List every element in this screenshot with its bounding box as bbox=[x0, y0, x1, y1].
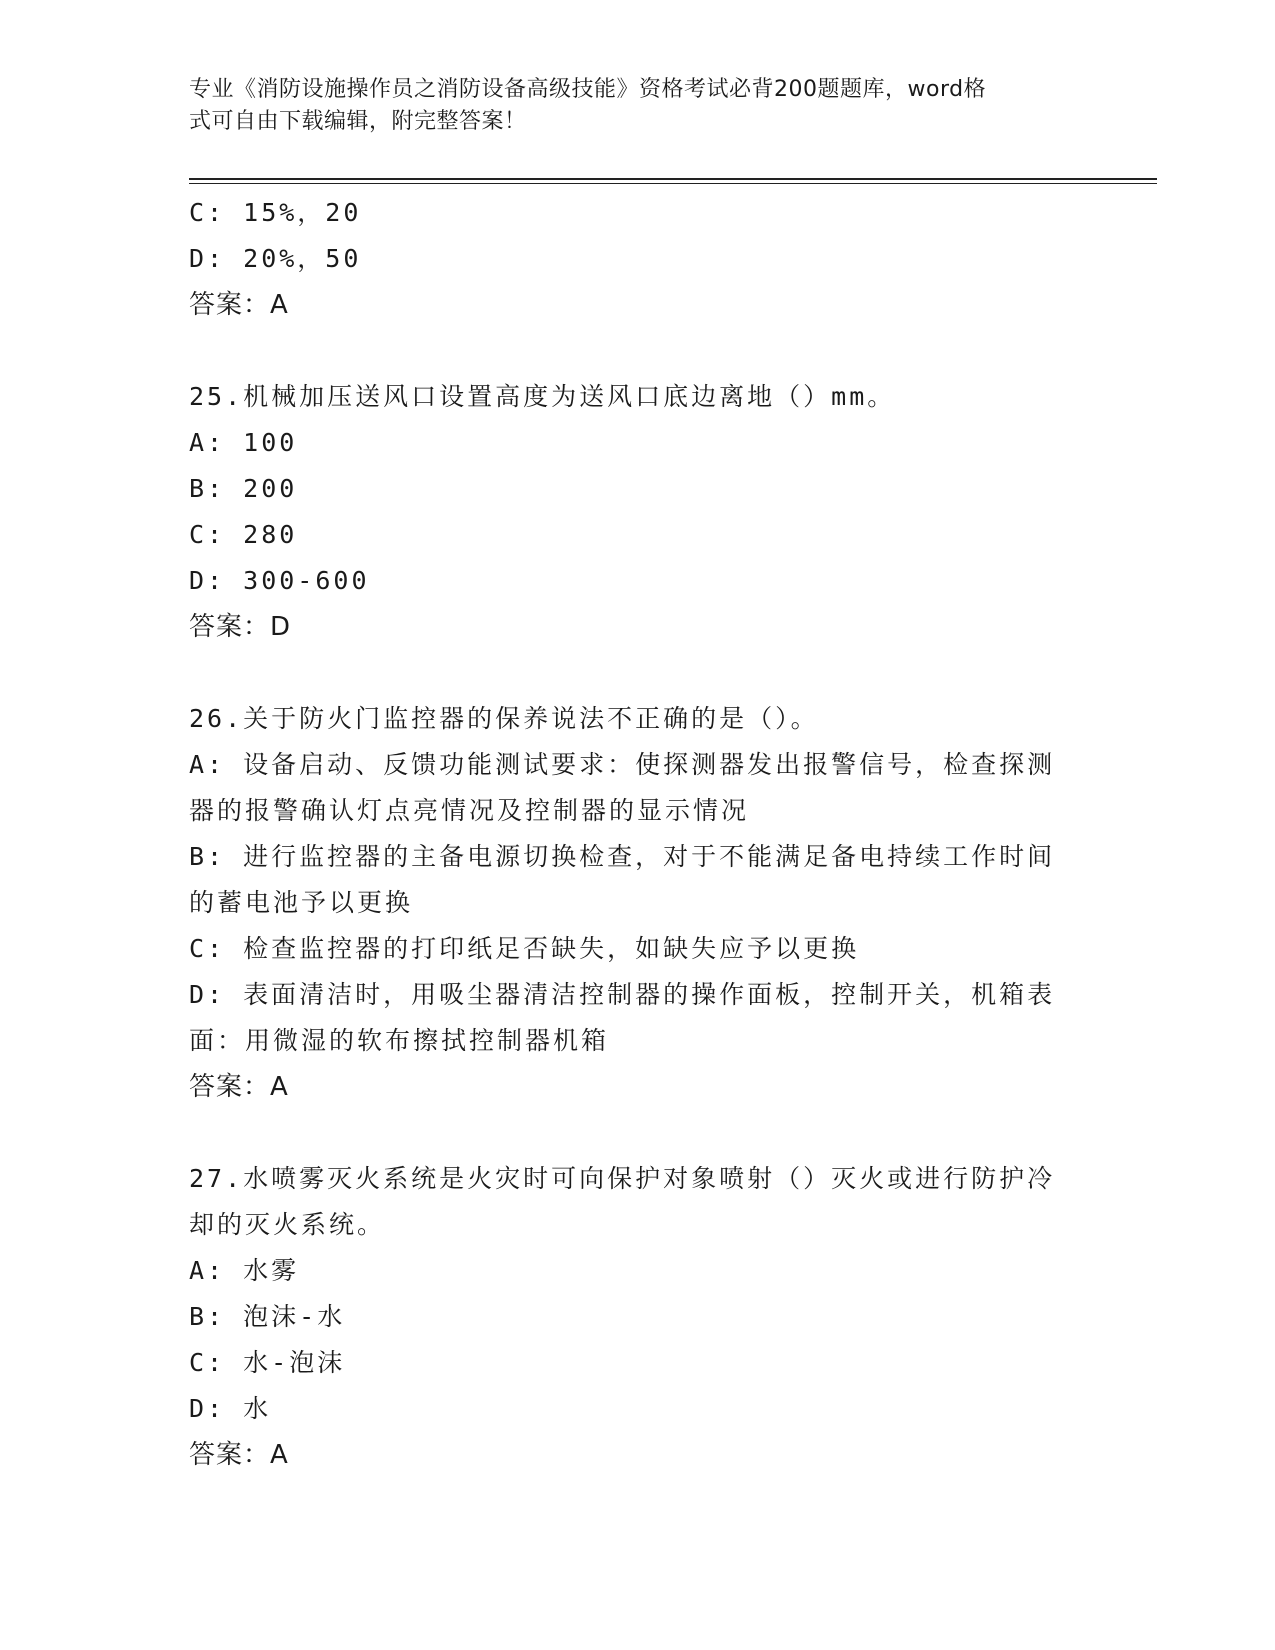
option-a: A: 设备启动、反馈功能测试要求：使探测器发出报警信号，检查探测 bbox=[189, 750, 1056, 779]
option-d: D: 20%，50 bbox=[189, 244, 362, 273]
question-content bbox=[189, 190, 1089, 1478]
header-line-2: 式可自由下载编辑，附完整答案！ bbox=[189, 109, 527, 134]
header-rule-thin bbox=[189, 183, 1157, 184]
continued-question bbox=[189, 190, 1089, 328]
option-d: D: 水 bbox=[189, 1394, 272, 1423]
question-stem: 26.关于防火门监控器的保养说法不正确的是（）。 bbox=[189, 704, 819, 733]
option-b: B: 200 bbox=[189, 474, 298, 503]
question-25 bbox=[189, 374, 1089, 650]
question-stem-continued: 却的灭火系统。 bbox=[189, 1210, 386, 1239]
option-a: A: 100 bbox=[189, 428, 298, 457]
header-line-1: 专业《消防设施操作员之消防设备高级技能》资格考试必背200题题库，word格 bbox=[189, 77, 987, 102]
question-27 bbox=[189, 1156, 1089, 1478]
question-stem: 27.水喷雾灭火系统是火灾时可向保护对象喷射（）灭火或进行防护冷 bbox=[189, 1164, 1056, 1193]
document-header bbox=[189, 74, 1089, 138]
answer-line: 答案：A bbox=[189, 290, 289, 320]
option-b: B: 泡沫-水 bbox=[189, 1302, 346, 1331]
answer-line: 答案：D bbox=[189, 612, 292, 642]
header-rule-thick bbox=[189, 178, 1157, 180]
option-b-continued: 的蓄电池予以更换 bbox=[189, 888, 414, 917]
answer-line: 答案：A bbox=[189, 1440, 289, 1470]
question-26 bbox=[189, 696, 1089, 1110]
question-stem: 25.机械加压送风口设置高度为送风口底边离地（）mm。 bbox=[189, 382, 896, 411]
option-c: C: 280 bbox=[189, 520, 298, 549]
option-d: D: 表面清洁时，用吸尘器清洁控制器的操作面板，控制开关，机箱表 bbox=[189, 980, 1056, 1009]
option-c: C: 检查监控器的打印纸足否缺失，如缺失应予以更换 bbox=[189, 934, 860, 963]
option-c: C: 水-泡沫 bbox=[189, 1348, 346, 1377]
option-a: A: 水雾 bbox=[189, 1256, 300, 1285]
option-a-continued: 器的报警确认灯点亮情况及控制器的显示情况 bbox=[189, 796, 750, 825]
option-b: B: 进行监控器的主备电源切换检查，对于不能满足备电持续工作时间 bbox=[189, 842, 1056, 871]
option-c: C: 15%，20 bbox=[189, 198, 362, 227]
answer-line: 答案：A bbox=[189, 1072, 289, 1102]
option-d-continued: 面：用微湿的软布擦拭控制器机箱 bbox=[189, 1026, 610, 1055]
option-d: D: 300-600 bbox=[189, 566, 370, 595]
